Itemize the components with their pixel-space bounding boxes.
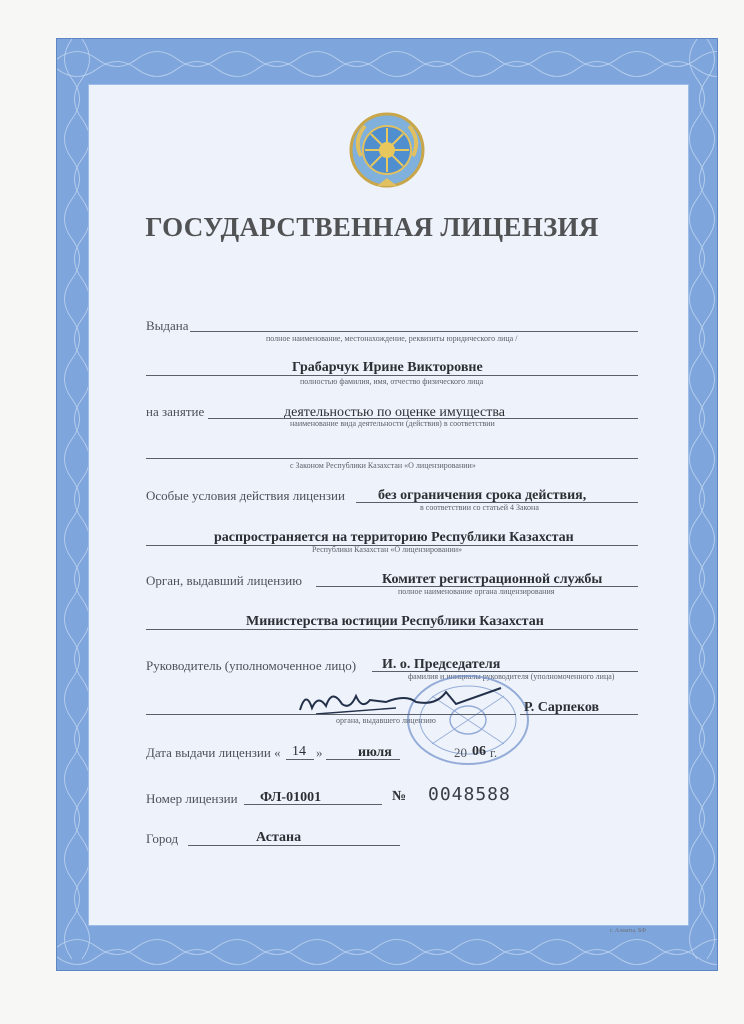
head-caption-2: органа, выдавшего лицензию [336,716,436,725]
activity-label: на занятие [146,404,205,419]
city-label: Город [146,831,179,846]
authority-label: Орган, выдавший лицензию [146,573,302,588]
date-label: Дата выдачи лицензии « [146,745,281,760]
date-year: 06 [472,744,486,759]
head-line-2 [146,714,516,715]
date-day: 14 [292,744,306,759]
head-value: И. о. Председателя [382,657,501,672]
printer-mark: г. Алматы. БФ [610,928,647,934]
head-caption-1: фамилия и инициалы руководителя (уполномоченного лица) [408,672,615,681]
activity-caption-2: с Законом Республики Казахстан «О лицензировании» [290,461,476,470]
authority-line-2 [146,629,638,630]
license-serial: 0048588 [428,784,511,805]
issued-to-caption-legal: полное наименование, местонахождение, реквизиты юридического лица / [266,334,518,343]
city-line [188,845,400,846]
date-year-prefix: 20 [454,745,467,760]
issued-to-value: Грабарчук Ирине Викторовне [292,360,483,375]
head-name: Р. Сарпеков [524,700,600,715]
authority-value-2: Министерства юстиции Республики Казахстан [246,614,544,629]
date-year-suffix: г. [490,745,498,760]
conditions-value-2: распространяется на территорию Республики Казахстан [214,530,574,545]
issued-to-label: Выдана [146,318,189,333]
date-month: июля [358,745,392,760]
issued-to-caption-person: полностью фамилия, имя, отчество физического лица [300,377,484,386]
license-number-sign: № [392,789,407,804]
conditions-caption-2: Республики Казахстан «О лицензировании» [312,545,463,554]
head-name-line [520,714,638,715]
kazakhstan-emblem-icon [347,110,427,190]
conditions-caption-1: в соответствии со статьей 4 Закона [420,503,539,512]
issued-to-line-2 [146,375,638,376]
license-line [244,804,382,805]
issued-to-line-1 [190,331,638,332]
activity-line-2 [146,458,638,459]
city-value: Астана [256,830,302,845]
document-title: ГОСУДАРСТВЕННАЯ ЛИЦЕНЗИЯ [145,212,599,242]
activity-value: деятельностью по оценке имущества [284,405,506,420]
date-close-quote: » [316,745,323,760]
date-day-line [286,759,314,760]
license-label: Номер лицензии [146,791,238,806]
conditions-value-1: без ограничения срока действия, [378,488,587,503]
activity-caption-1: наименование вида деятельности (действия) в соответствии [290,419,495,428]
head-label: Руководитель (уполномоченное лицо) [146,658,357,673]
license-value: ФЛ-01001 [260,790,322,805]
authority-caption: полное наименование органа лицензирования [398,587,555,596]
date-month-line [326,759,400,760]
authority-value-1: Комитет регистрационной службы [382,572,603,587]
conditions-label: Особые условия действия лицензии [146,488,345,503]
